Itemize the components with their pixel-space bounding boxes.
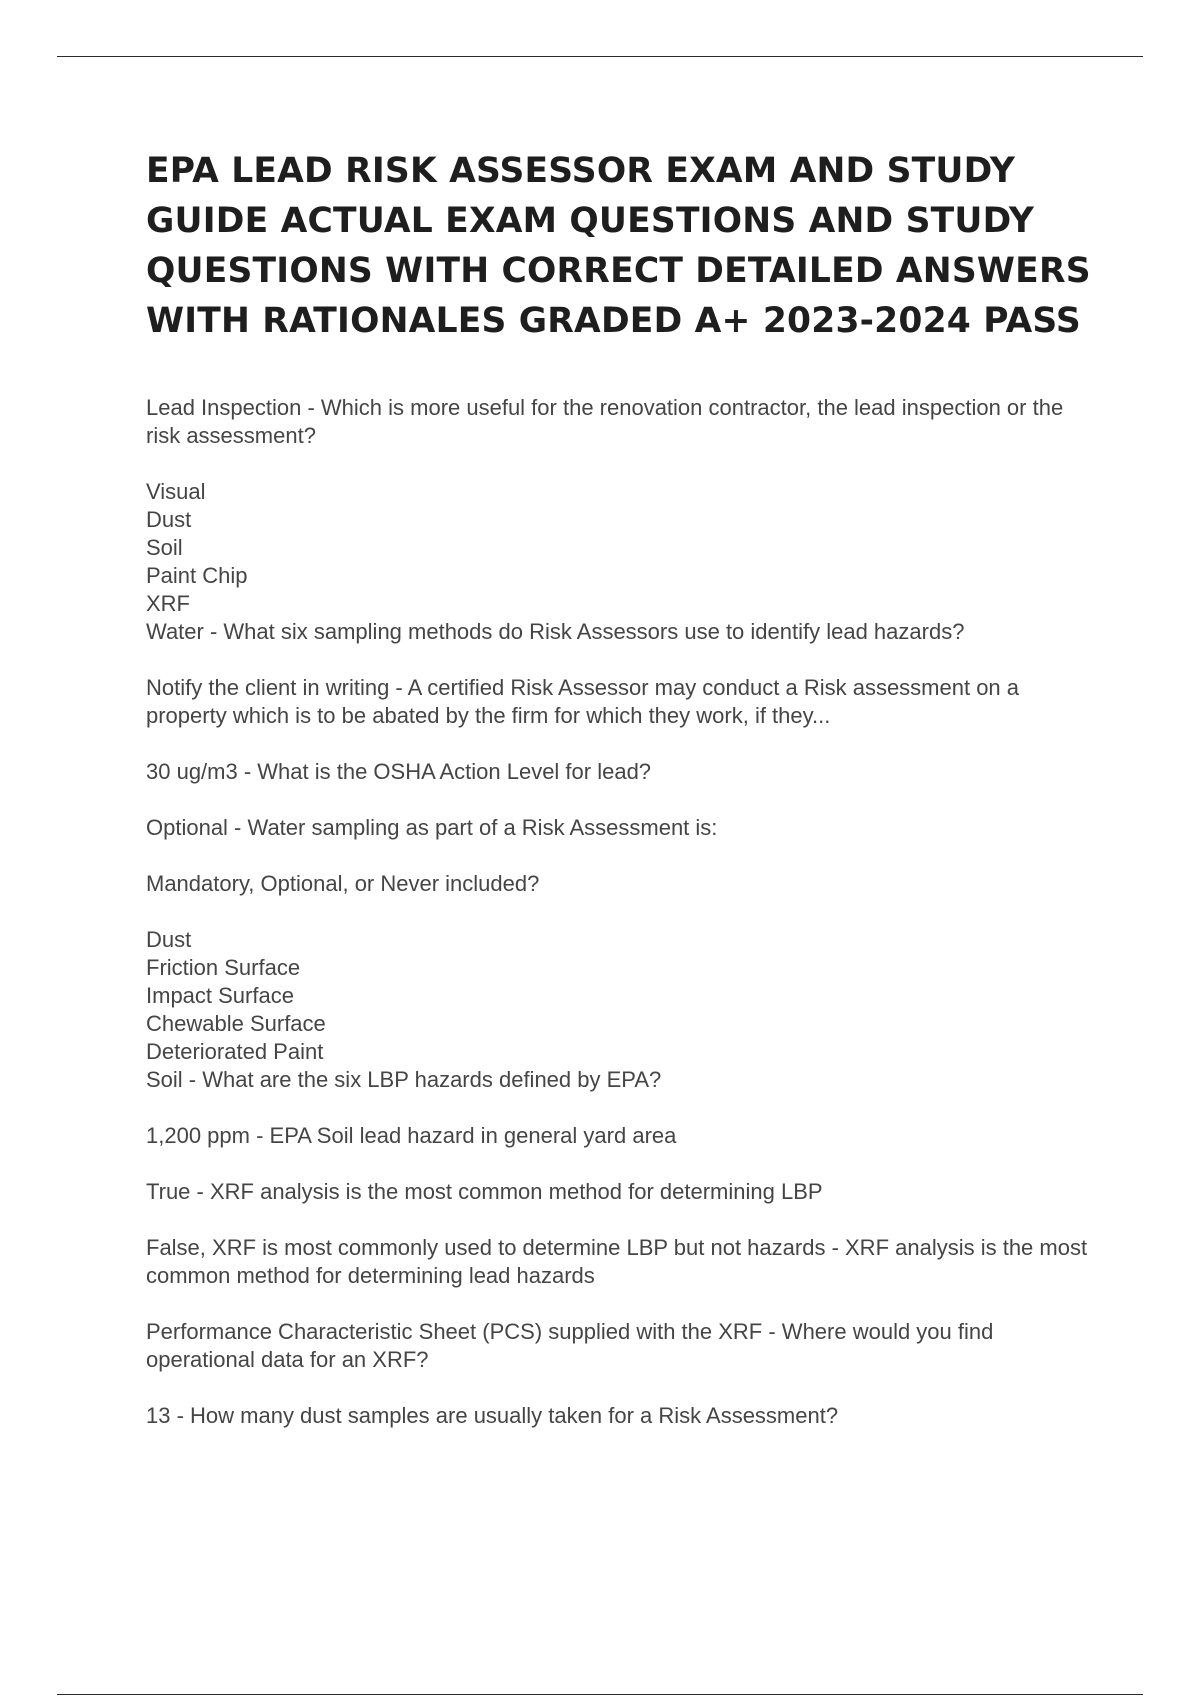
qa-line: 1,200 ppm - EPA Soil lead hazard in general yard area [146, 1123, 677, 1148]
qa-line: Dust [146, 507, 192, 532]
qa-line: Notify the client in writing - A certified Risk Assessor may conduct a Risk assessment on a property which is to be abated by the firm for which they work, if they... [146, 675, 1026, 728]
qa-line: Dust [146, 927, 192, 952]
qa-list [146, 394, 1096, 1430]
top-divider [57, 56, 1143, 57]
bottom-divider [57, 1694, 1143, 1695]
qa-entry [146, 394, 1096, 450]
qa-line: Friction Surface [146, 955, 301, 980]
qa-line: 13 - How many dust samples are usually taken for a Risk Assessment? [146, 1403, 839, 1428]
qa-entry [146, 1318, 1096, 1374]
qa-line: XRF [146, 591, 190, 616]
document-title: EPA LEAD RISK ASSESSOR EXAM AND STUDY GUIDE ACTUAL EXAM QUESTIONS AND STUDY QUESTIONS WITH CORRECT DETAILED ANSWERS WITH RATIONALES GRADED A+ 2023-2024 PASS [146, 151, 1091, 341]
qa-entry [146, 758, 1096, 786]
qa-line: Visual [146, 479, 206, 504]
qa-entry [146, 1402, 1096, 1430]
qa-line: False, XRF is most commonly used to determine LBP but not hazards - XRF analysis is the most common method for determining lead hazards [146, 1235, 1094, 1288]
qa-line: Deteriorated Paint [146, 1039, 324, 1064]
qa-line: Paint Chip [146, 563, 248, 588]
qa-entry [146, 478, 1096, 646]
qa-line: Lead Inspection - Which is more useful for the renovation contractor, the lead inspection or the risk assessment? [146, 395, 1070, 448]
qa-line: Water - What six sampling methods do Risk Assessors use to identify lead hazards? [146, 619, 965, 644]
qa-line: Soil - What are the six LBP hazards defined by EPA? [146, 1067, 662, 1092]
qa-line: Performance Characteristic Sheet (PCS) supplied with the XRF - Where would you find operational data for an XRF? [146, 1319, 1000, 1372]
document-page [146, 146, 1096, 1430]
qa-line: Mandatory, Optional, or Never included? [146, 871, 540, 896]
qa-line: Chewable Surface [146, 1011, 326, 1036]
qa-line: Impact Surface [146, 983, 294, 1008]
qa-entry [146, 1178, 1096, 1206]
qa-line: True - XRF analysis is the most common method for determining LBP [146, 1179, 823, 1204]
qa-entry [146, 1122, 1096, 1150]
qa-entry [146, 870, 1096, 898]
qa-entry [146, 674, 1096, 730]
qa-line: 30 ug/m3 - What is the OSHA Action Level for lead? [146, 759, 652, 784]
qa-line: Soil [146, 535, 183, 560]
qa-line: Optional - Water sampling as part of a Risk Assessment is: [146, 815, 718, 840]
qa-entry [146, 1234, 1096, 1290]
qa-entry [146, 926, 1096, 1094]
qa-entry [146, 814, 1096, 842]
